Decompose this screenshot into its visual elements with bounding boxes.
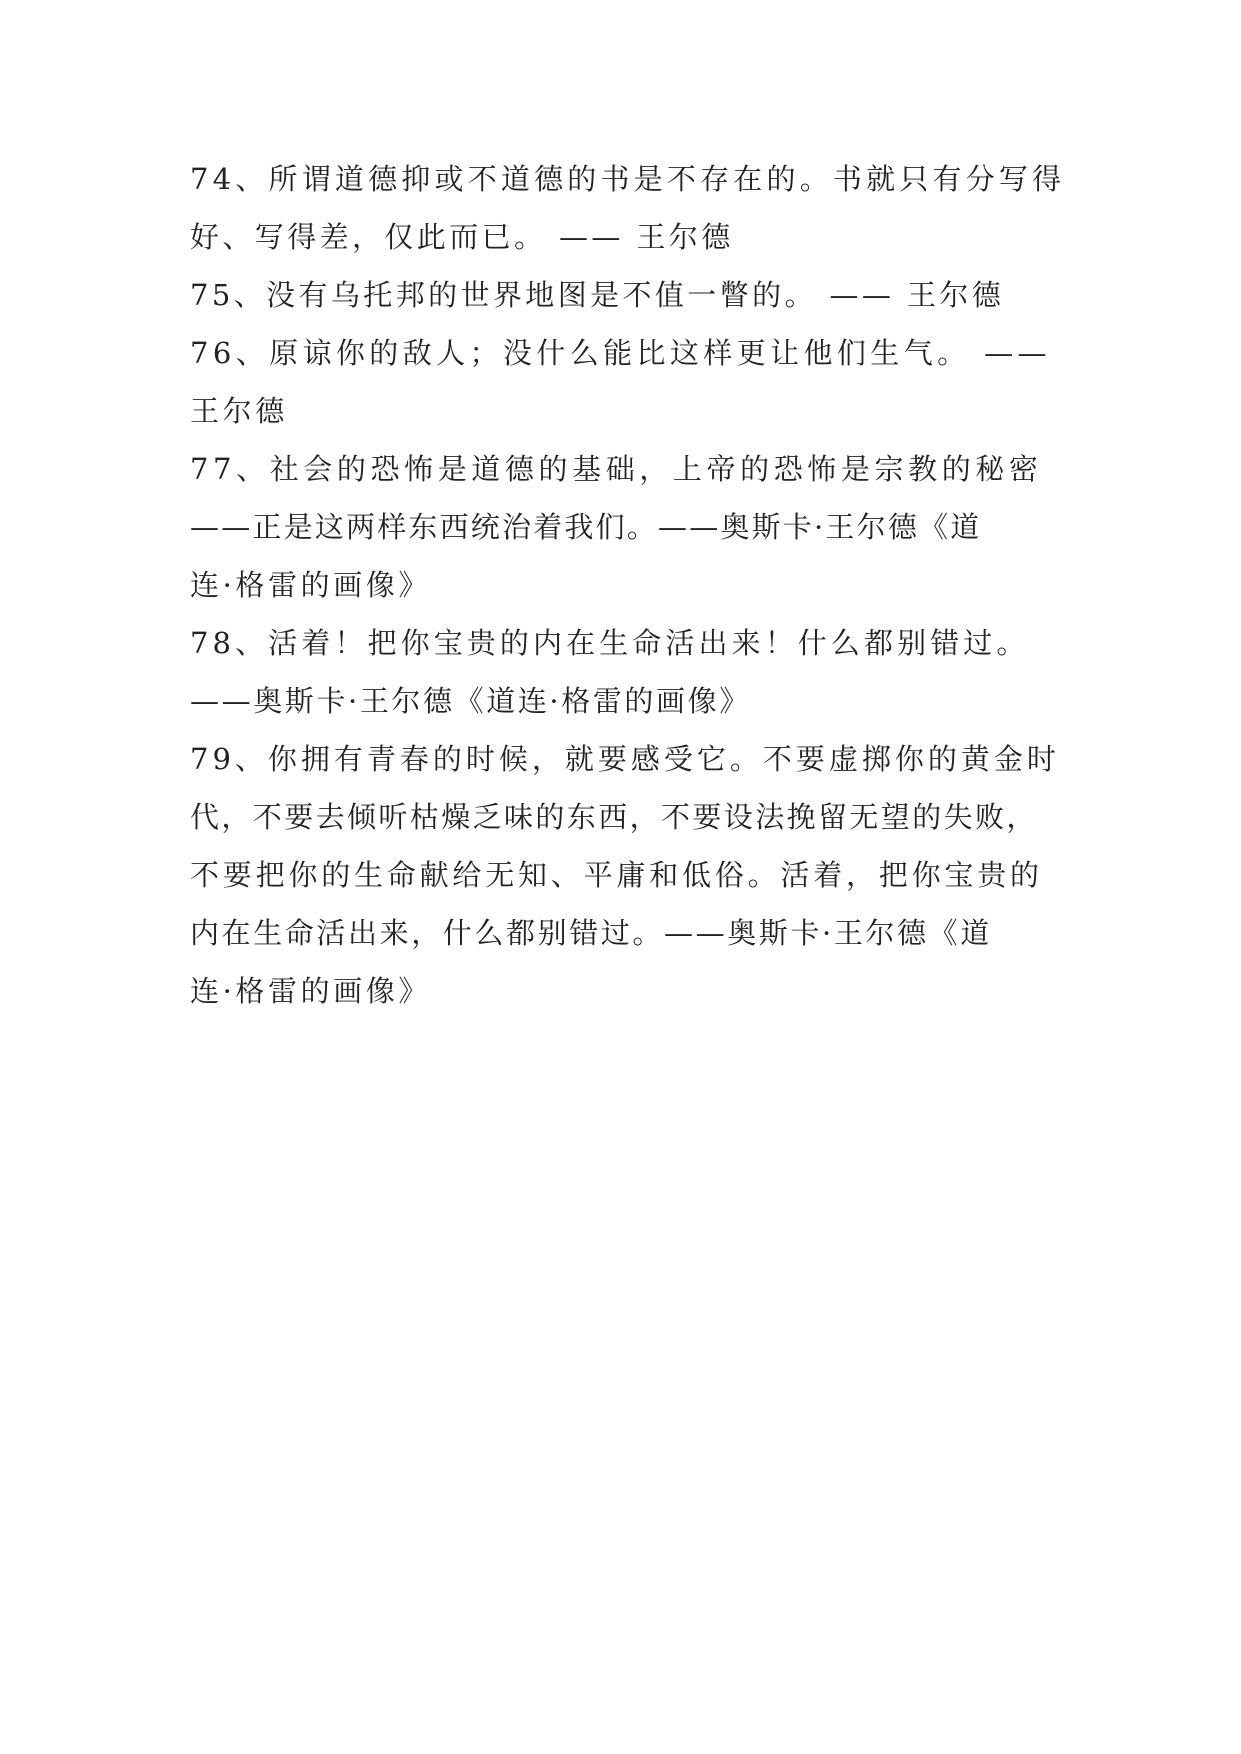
quote-79-line-5: 连·格雷的画像》 <box>190 974 432 1008</box>
quote-text-body <box>190 150 1066 1020</box>
quote-76-line-1: 76、原谅你的敌人；没什么能比这样更让他们生气。 —— <box>190 336 1051 370</box>
quote-78-line-1: 78、活着！把你宝贵的内在生命活出来！什么都别错过。 <box>190 626 1030 660</box>
quote-77-line-3: 连·格雷的画像》 <box>190 568 432 602</box>
quote-79-line-3: 不要把你的生命献给无知、平庸和低俗。活着，把你宝贵的 <box>190 858 1043 892</box>
quote-79-line-1: 79、你拥有青春的时候，就要感受它。不要虚掷你的黄金时 <box>190 742 1060 776</box>
quote-77-line-1: 77、社会的恐怖是道德的基础，上帝的恐怖是宗教的秘密 <box>190 452 1043 486</box>
quote-78-line-2: ——奥斯卡·王尔德《道连·格雷的画像》 <box>190 684 751 718</box>
quote-79-line-2: 代，不要去倾听枯燥乏味的东西，不要设法挽留无望的失败， <box>190 800 1038 834</box>
quote-74-line-2: 好、写得差，仅此而已。 —— 王尔德 <box>190 220 734 254</box>
quote-74-line-1: 74、所谓道德抑或不道德的书是不存在的。书就只有分写得 <box>190 162 1066 196</box>
quote-75-line-1: 75、没有乌托邦的世界地图是不值一瞥的。 —— 王尔德 <box>190 278 1005 312</box>
quote-77-line-2: ——正是这两样东西统治着我们。——奥斯卡·王尔德《道 <box>190 510 982 544</box>
quote-76-line-2: 王尔德 <box>190 394 288 428</box>
quote-79-line-4: 内在生命活出来，什么都别错过。——奥斯卡·王尔德《道 <box>190 916 992 950</box>
